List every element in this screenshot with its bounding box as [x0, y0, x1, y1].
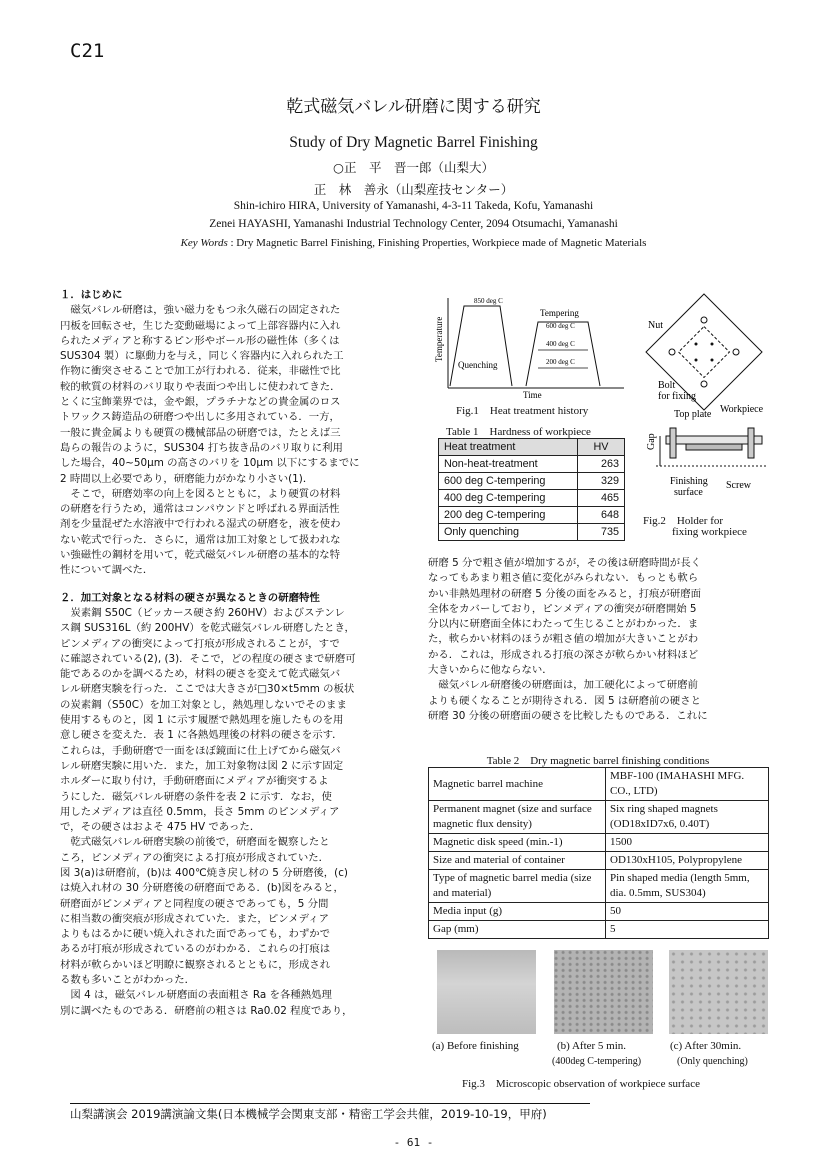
text-line: よりも硬くなることが期待される．図 5 は研磨前の硬さと: [428, 694, 701, 707]
fig1-label-600: 600 deg C: [546, 322, 575, 330]
table-cell: Permanent magnet (size and surface magnetic flux density): [429, 801, 606, 834]
table-cell: 200 deg C-tempering: [439, 507, 578, 524]
table-cell: Six ring shaped magnets (OD18xID7x6, 0.40T): [606, 801, 769, 834]
section-1-title: １．はじめに: [60, 289, 123, 301]
fig2-label-gap: Gap: [646, 433, 657, 450]
text-line: に相当数の衝突痕が形成されていた．また，ピンメディア: [60, 912, 330, 925]
text-line: 全体をカバーしており，ピンメディアの衝突が研磨開始 5: [428, 602, 697, 615]
text-line: 較的軟質の材料のバリ取りや表面つや出しに使われてきた．: [60, 380, 341, 393]
table-row: [429, 801, 769, 834]
section-1-body: [60, 303, 400, 578]
text-line: 研磨 5 分で粗さ値が増加するが，その後は研磨時間が長く: [428, 557, 701, 569]
text-line: うにした．磁気バレル研磨の条件を表 2 に示す．なお，使: [60, 790, 332, 803]
fig1-heat-treatment-diagram: [428, 292, 628, 404]
fig1-ylabel: Temperature: [434, 316, 444, 362]
table2: [428, 767, 769, 939]
table1-header-cell: Heat treatment: [439, 439, 578, 456]
fig3-label-a: (a) Before finishing: [432, 1040, 519, 1052]
text-line: そこで，研磨効率の向上を図るとともに，より硬質の材料: [60, 487, 341, 500]
text-line: の炭素鋼（S50C）を加工対象とし，熱処理しないでそのまま: [60, 698, 347, 711]
table1-caption: Table 1 Hardness of workpiece: [446, 426, 591, 438]
text-line: 円板を回転させ，生じた変動磁場によって上部容器内に入れ: [60, 319, 341, 332]
table2-caption: Table 2 Dry magnetic barrel finishing conditions: [486, 755, 710, 767]
table-row: [429, 852, 769, 870]
table-cell: Magnetic disk speed (min.-1): [429, 834, 606, 852]
text-line: 用したメディアは直径 0.5mm，長さ 5mm のピンメディア: [60, 805, 340, 818]
table-cell: Gap (mm): [429, 921, 606, 939]
table-row: [429, 870, 769, 903]
fig2-label-surface: surface: [674, 487, 703, 498]
fig1-xlabel: Time: [523, 390, 542, 400]
text-line: ス鋼 SUS316L（約 200HV）を乾式磁気バレル研磨したとき，: [60, 622, 355, 635]
text-line: した場合，40~50μm の高さのバリを 10μm 以下にするまでに: [60, 457, 360, 470]
text-line: 乾式磁気バレル研磨実験の前後で，研磨面を観察したと: [60, 836, 330, 849]
table-cell: 600 deg C-tempering: [439, 473, 578, 490]
title-english: Study of Dry Magnetic Barrel Finishing: [289, 134, 538, 151]
table-row: [429, 921, 769, 939]
fig1-label-tempering: Tempering: [540, 308, 579, 318]
title-japanese: 乾式磁気バレル研磨に関する研究: [286, 97, 541, 117]
table1-header-cell: HV: [578, 439, 625, 456]
fig2-label-bolt: Bolt: [658, 380, 676, 391]
text-line: 一般に貴金属よりも硬質の機械部品の研磨では，たとえば三: [60, 426, 341, 439]
fig2-caption-line1: Fig.2 Holder for: [643, 515, 724, 527]
fig2-label-nut: Nut: [648, 320, 663, 331]
text-line: とくに宝飾業界では，金や銀，プラチナなどの貴金属のロス: [60, 396, 341, 409]
table-row: [439, 507, 625, 524]
text-line: 別に調べたものである．研磨前の粗さは Ra0.02 程度であり，: [60, 1004, 353, 1017]
text-line: 2 時間以上必要であり，研磨能力がかなり小さい(1)．: [60, 472, 314, 485]
text-line: で，その硬さはおよそ 475 HV であった．: [60, 821, 261, 834]
table-cell: 5: [606, 921, 769, 939]
text-line: 炭素鋼 S50C（ビッカース硬さ約 260HV）およびステンレ: [60, 606, 345, 619]
text-line: 意し硬さを変えた．表 1 に各熱処理後の材料の硬さを示す．: [60, 729, 343, 742]
fig3-label-b: (b) After 5 min.: [557, 1040, 627, 1052]
fig1-label-quenching: Quenching: [458, 360, 498, 370]
text-line: トワックス鋳造品の研磨つや出しに多用されている．一方，: [60, 411, 340, 424]
fig2-label-workpiece: Workpiece: [720, 404, 764, 415]
text-line: 作物に衝突させることで加工が行われる．従来，非磁性で比: [60, 365, 341, 378]
page-number: - 61 -: [393, 1136, 434, 1149]
table-cell: Magnetic barrel machine: [429, 768, 606, 801]
fig3-label-c-sub: (Only quenching): [677, 1056, 748, 1067]
fig3-photo-5min: [554, 950, 653, 1034]
text-line: の研磨を行うため，通常はコンパウンドと呼ばれる界面活性: [60, 503, 340, 516]
fig3-caption: Fig.3 Microscopic observation of workpiece surface: [462, 1078, 700, 1090]
table-cell: 735: [578, 524, 625, 541]
text-line: 磁気バレル研磨は，強い磁力をもつ永久磁石の固定された: [60, 304, 341, 317]
fig1-label-400: 400 deg C: [546, 340, 575, 348]
table-row: [439, 473, 625, 490]
table-cell: Type of magnetic barrel media (size and material): [429, 870, 606, 903]
table-cell: MBF-100 (IMAHASHI MFG. CO., LTD): [606, 768, 769, 801]
text-line: は焼入れ材の 30 分研磨後の研磨面である．(b)図をみると，: [60, 882, 344, 895]
fig1-label-200: 200 deg C: [546, 358, 575, 366]
left-column: [60, 288, 400, 1019]
keywords-text: : Dry Magnetic Barrel Finishing, Finishing Properties, Workpiece made of Magnetic Materials: [227, 237, 647, 249]
paper-code: C21: [70, 40, 105, 62]
table-cell: 329: [578, 473, 625, 490]
text-line: あるが打痕が形成されているのがわかる．これらの打痕は: [60, 943, 331, 956]
table-cell: 465: [578, 490, 625, 507]
fig2-holder-diagram: [640, 290, 775, 510]
table-cell: Media input (g): [429, 903, 606, 921]
table-row: [439, 456, 625, 473]
fig2-caption-line2: fixing workpiece: [672, 526, 747, 538]
text-line: 剤を少量混ぜた水溶液中で行われる湿式の研磨を，液を使わ: [60, 518, 341, 531]
fig3-photo-30min: [669, 950, 768, 1034]
text-line: SUS304 製）に駆動力を与え，同じく容器内に入れられた工: [60, 350, 344, 363]
author-line-1: ○正 平 晋一郎（山梨大）: [333, 160, 494, 175]
table1-header-row: [439, 439, 625, 456]
fig3-label-b-sub: (400deg C-tempering): [552, 1056, 642, 1067]
table-cell: Size and material of container: [429, 852, 606, 870]
keywords: [0, 237, 827, 249]
text-line: られたメディアと称するピン形やボール形の磁性体（多くは: [60, 334, 340, 347]
text-line: に確認されている(2), (3)．そこで，どの程度の硬さまで研磨可: [60, 652, 356, 665]
text-line: 使用するものと，図 1 に示す履歴で熱処理を施したものを用: [60, 714, 344, 727]
text-line: た，軟らかい材料のほうが粗さ値の増加が大きいことがわ: [428, 633, 699, 646]
text-line: 図 4 は，磁気バレル研磨面の表面粗さ Ra を各種熱処理: [60, 989, 332, 1002]
fig2-label-finishing: Finishing: [670, 476, 708, 487]
text-line: ピンメディアの衝突によって打痕が形成されることが，すで: [60, 637, 340, 650]
text-line: 島らの報告のように，SUS304 打ち抜き品のバリ取りに利用: [60, 441, 343, 454]
fig3-label-c: (c) After 30min.: [670, 1040, 742, 1052]
text-line: ない乾式で行った．さらに，通常は加工対象として扱われな: [60, 533, 341, 546]
footer-text: 山梨講演会 2019講演論文集(日本機械学会関東支部・精密工学会共催，2019-10-19，甲府): [70, 1107, 547, 1121]
fig2-label-for-fixing: for fixing: [658, 391, 697, 402]
table-cell: Pin shaped media (length 5mm, dia. 0.5mm, SUS304): [606, 870, 769, 903]
text-line: 磁気バレル研磨後の研磨面は，加工硬化によって研磨前: [428, 679, 698, 692]
text-line: る数も多いことがわかった．: [60, 974, 196, 987]
table-cell: 400 deg C-tempering: [439, 490, 578, 507]
text-line: 図 3(a)は研磨前，(b)は 400℃焼き戻し材の 5 分研磨後，(c): [60, 866, 348, 879]
affiliation-1: Shin-ichiro HIRA, University of Yamanashi, 4-3-11 Takeda, Kofu, Yamanashi: [233, 200, 594, 212]
section-2-title: ２．加工対象となる材料の硬さが異なるときの研磨特性: [60, 591, 320, 604]
text-line: 大きいからに他ならない．: [428, 664, 553, 677]
fig3-photo-before: [437, 950, 536, 1034]
table-cell: Non-heat-treatment: [439, 456, 578, 473]
text-line: い強磁性の鋼材を用いて，乾式磁気バレル研磨の基本的な特: [60, 549, 341, 562]
text-line: なってもあまり粗さ値に変化がみられない．もっとも軟ら: [428, 572, 699, 585]
table-row: [429, 834, 769, 852]
text-line: 材料が軟らかいほど明瞭に観察されるとともに，形成され: [60, 958, 331, 971]
table-cell: 263: [578, 456, 625, 473]
text-line: 能であるのかを調べるため，材料の硬さを変えて乾式磁気バ: [60, 668, 341, 681]
table-cell: OD130xH105, Polypropylene: [606, 852, 769, 870]
text-line: ころ，ピンメディアの衝突による打痕が形成されていた．: [60, 851, 330, 864]
footer-rule: [70, 1103, 590, 1104]
text-line: よりもはるかに硬い焼入れされた面であっても，わずかで: [60, 928, 331, 941]
fig1-label-850: 850 deg C: [474, 297, 503, 305]
table-row: [429, 768, 769, 801]
affiliation-2: Zenei HAYASHI, Yamanashi Industrial Technology Center, 2094 Otsumachi, Yamanashi: [209, 218, 618, 230]
text-line: 性について調べた．: [60, 564, 154, 577]
keywords-label: Key Words: [180, 237, 228, 249]
text-line: 研磨面がピンメディアと同程度の硬さであっても，5 分間: [60, 897, 329, 910]
table-cell: 648: [578, 507, 625, 524]
table-cell: Only quenching: [439, 524, 578, 541]
text-line: かる．これは，形成される打痕の深さが軟らかい材料ほど: [428, 648, 699, 661]
table-row: [429, 903, 769, 921]
text-line: 研磨 30 分後の研磨面の硬さを比較したものである．これに: [428, 709, 708, 722]
table-cell: 1500: [606, 834, 769, 852]
text-line: これらは，手動研磨で一面をほぼ鏡面に仕上げてから磁気バ: [60, 744, 341, 757]
table1: [438, 438, 625, 541]
text-line: レル研磨実験を行った．ここでは大きさが□30×t5mm の板状: [60, 683, 355, 696]
table-row: [439, 490, 625, 507]
right-column-text: [428, 556, 768, 724]
text-line: レル研磨実験に用いた．また，加工対象物は図 2 に示す固定: [60, 759, 344, 772]
table-cell: 50: [606, 903, 769, 921]
fig2-label-screw: Screw: [726, 480, 751, 491]
table-row: [439, 524, 625, 541]
author-line-2: 正 林 善永（山梨産技センター）: [313, 182, 514, 197]
text-line: ホルダーに取り付け，手動研磨面にメディアが衝突するよ: [60, 775, 329, 788]
text-line: かい非熱処理材の研磨 5 分後の面をみると，打痕が研磨面: [428, 587, 701, 600]
fig1-caption: Fig.1 Heat treatment history: [456, 405, 589, 417]
section-2-body: [60, 606, 400, 1019]
text-line: 分以内に研磨面全体にわたって生じることがわかった．ま: [428, 618, 699, 631]
fig2-label-top-plate: Top plate: [674, 409, 712, 420]
